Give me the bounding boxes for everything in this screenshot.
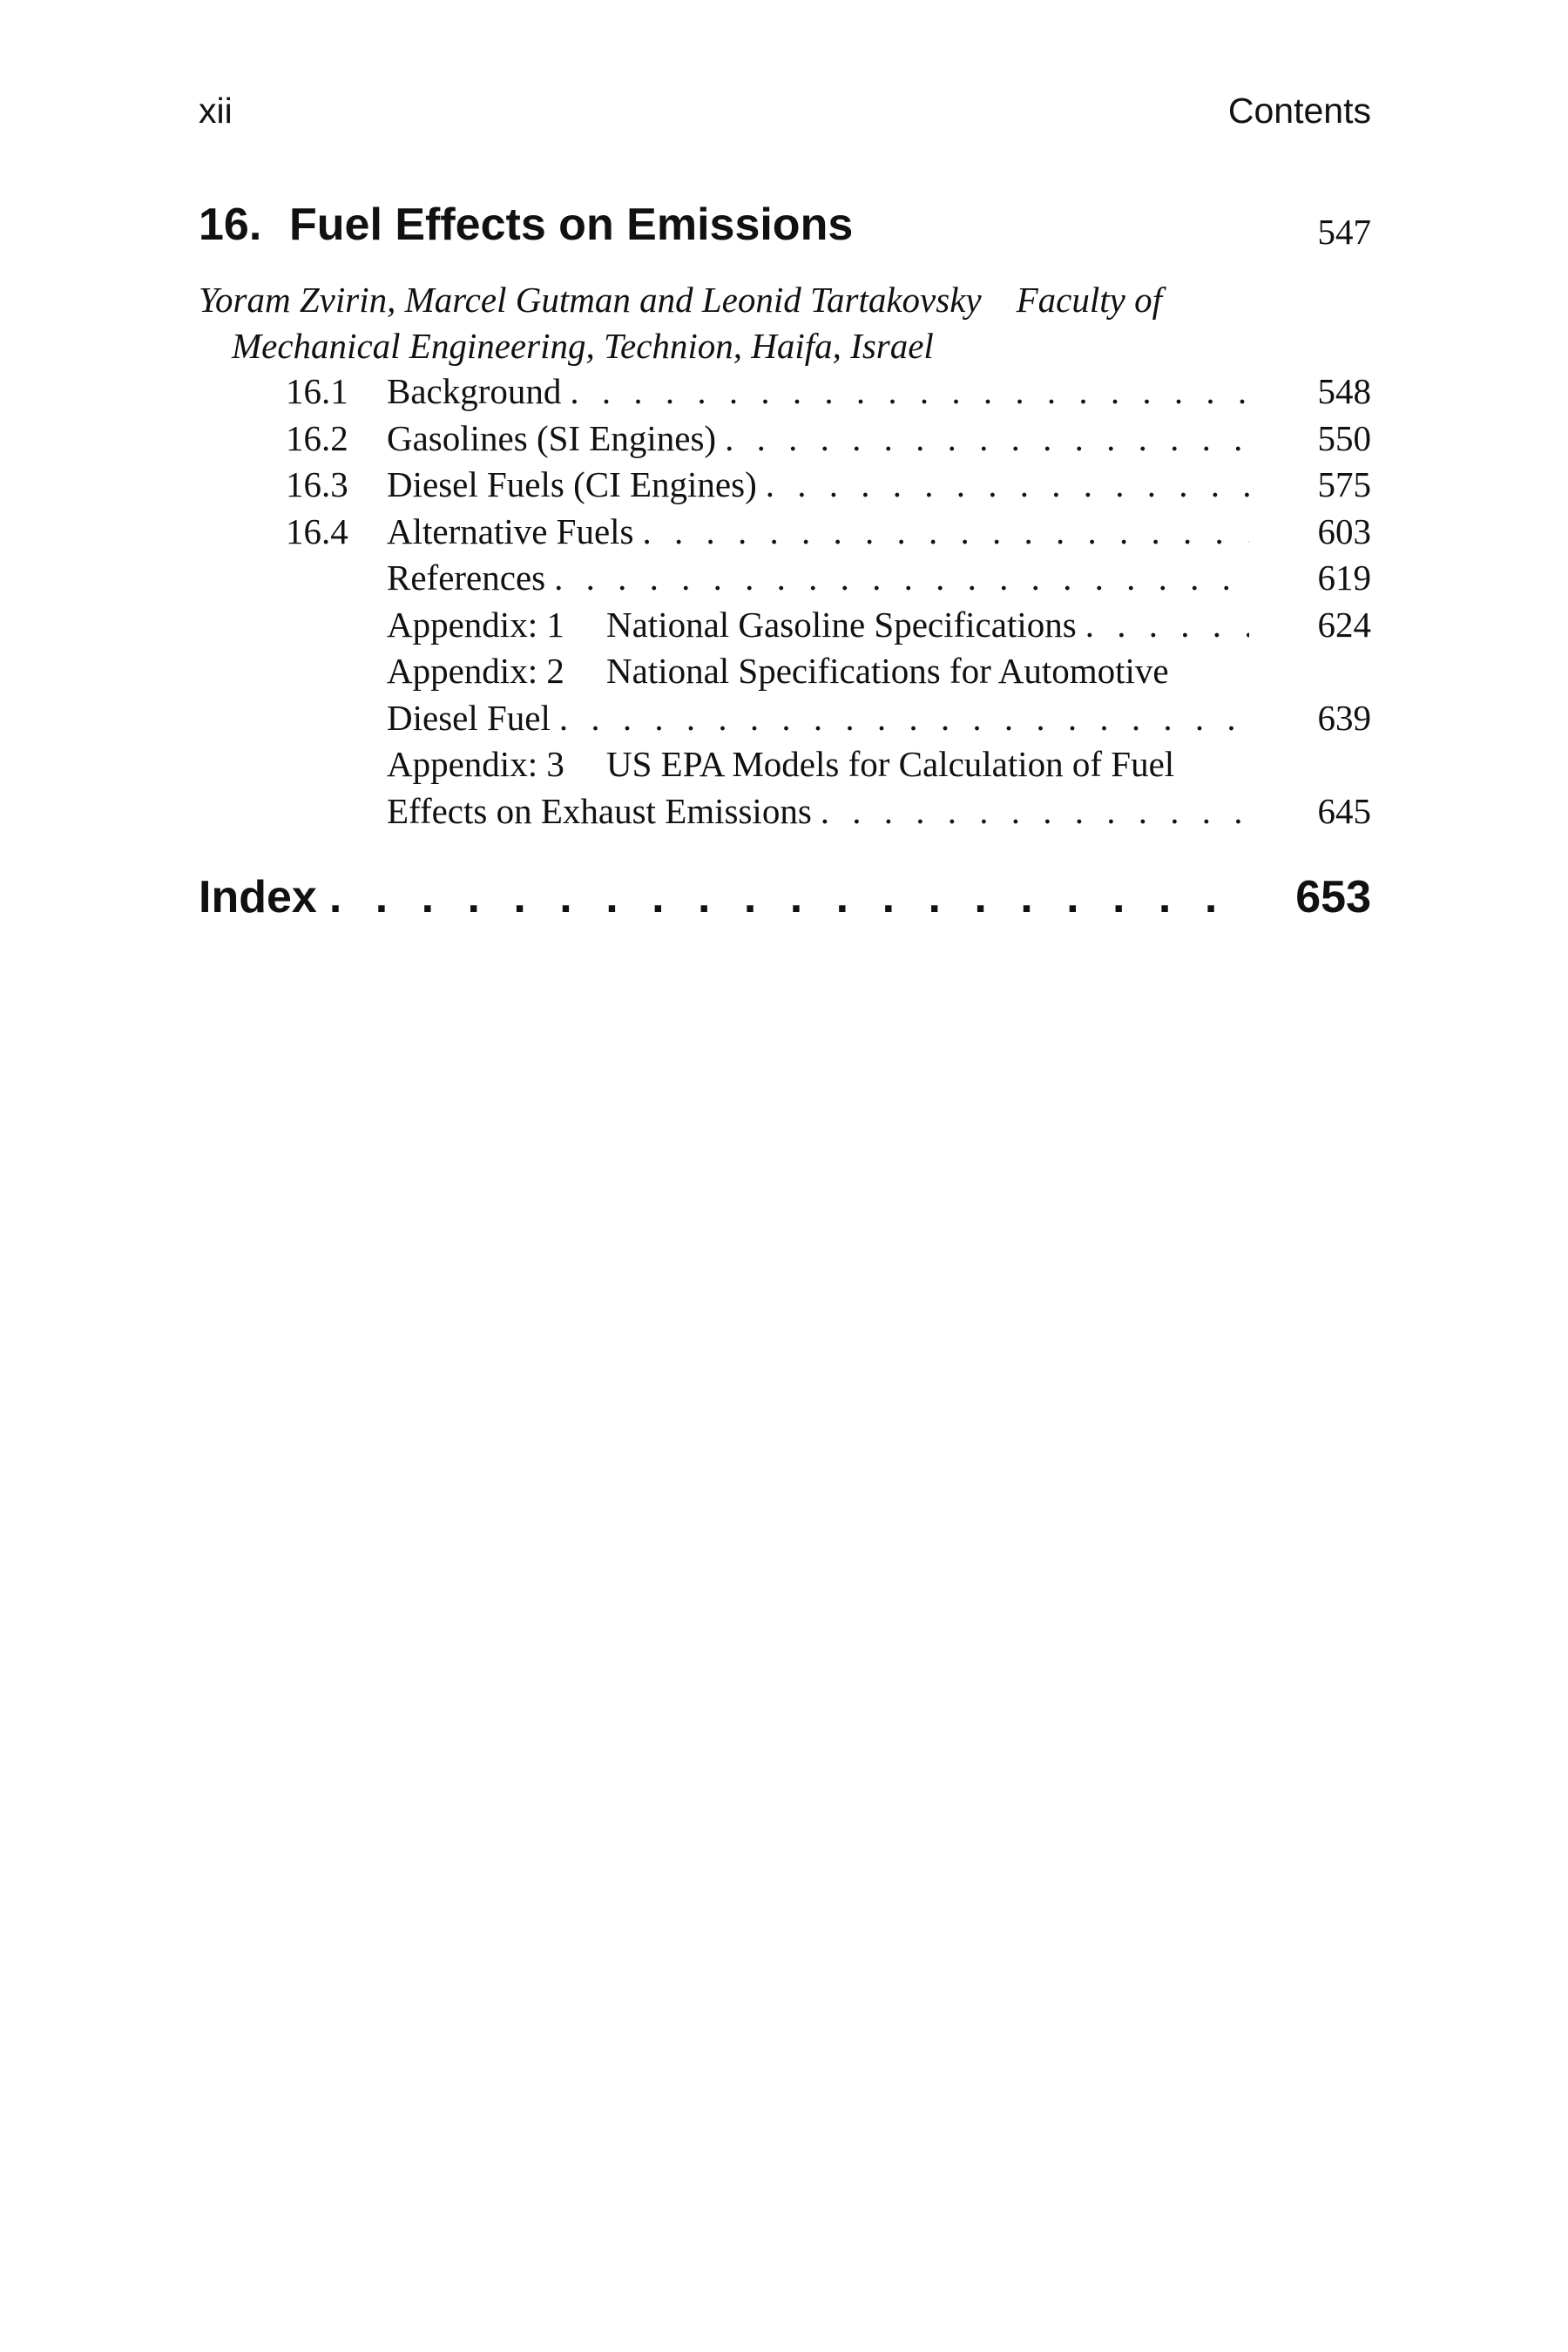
section-number: 16.1 [286, 371, 348, 411]
toc-entry-appendix[interactable] [199, 648, 1371, 695]
index-entry[interactable] [199, 871, 1371, 932]
section-number: 16.3 [286, 464, 348, 504]
index-page-number: 653 [1295, 872, 1371, 923]
appendix-label: Appendix: 3 [387, 744, 564, 784]
appendix-label: Appendix: 2 [387, 651, 564, 691]
section-number: 16.4 [286, 510, 348, 551]
references-title[interactable]: References [387, 558, 546, 598]
affiliation-start: Faculty of [1016, 280, 1162, 320]
section-title[interactable]: Gasolines (SI Engines) [387, 417, 717, 458]
section-title[interactable]: Alternative Fuels [387, 510, 634, 551]
section-page-number: 603 [1317, 510, 1371, 551]
chapter-entry[interactable] [199, 199, 1371, 260]
chapter-authors [199, 277, 1244, 369]
toc-entry-appendix[interactable] [199, 602, 1371, 649]
dot-leader [554, 555, 1249, 602]
toc-entry-appendix-continued[interactable] [199, 788, 1371, 835]
section-page-number: 548 [1317, 371, 1371, 411]
toc-entry-references[interactable] [199, 555, 1371, 602]
chapter-title[interactable]: Fuel Effects on Emissions [289, 199, 854, 250]
page-header [199, 91, 1371, 143]
appendix-title[interactable]: National Gasoline Specifications [606, 604, 1077, 645]
affiliation-continued: Mechanical Engineering, Technion, Haifa, Israel [232, 326, 934, 366]
appendix-page-number: 639 [1317, 697, 1371, 738]
appendix-title-line1[interactable]: National Specifications for Automotive [606, 651, 1169, 691]
toc-entry-appendix[interactable] [199, 741, 1371, 788]
toc-entry[interactable] [199, 368, 1371, 416]
author-names: Yoram Zvirin, Marcel Gutman and Leonid Tartakovsky [199, 280, 982, 320]
section-page-number: 575 [1317, 464, 1371, 504]
chapter-page-number: 547 [1317, 212, 1371, 252]
toc-entry[interactable] [199, 416, 1371, 463]
dot-leader [821, 788, 1249, 835]
dot-leader [766, 462, 1249, 509]
toc-entry[interactable] [199, 509, 1371, 556]
section-title[interactable]: Background [387, 371, 562, 411]
dot-leader [1085, 602, 1249, 649]
dot-leader [643, 509, 1249, 556]
appendix-title-line2[interactable]: Diesel Fuel [387, 697, 551, 738]
dot-leader [329, 871, 1249, 923]
appendix-page-number: 645 [1317, 790, 1371, 831]
section-title[interactable]: Diesel Fuels (CI Engines) [387, 464, 757, 504]
appendix-title-line1[interactable]: US EPA Models for Calculation of Fuel [606, 744, 1175, 784]
page-folio: xii [199, 91, 233, 131]
dot-leader [725, 416, 1249, 463]
index-title[interactable]: Index [199, 872, 317, 923]
dot-leader [570, 368, 1249, 416]
references-page-number: 619 [1317, 558, 1371, 598]
toc-entry-appendix-continued[interactable] [199, 695, 1371, 742]
chapter-number: 16. [199, 199, 262, 250]
appendix-label: Appendix: 1 [387, 604, 564, 645]
appendix-page-number: 624 [1317, 604, 1371, 645]
toc-entry[interactable] [199, 462, 1371, 509]
appendix-title-line2[interactable]: Effects on Exhaust Emissions [387, 790, 812, 831]
section-page-number: 550 [1317, 417, 1371, 458]
section-list [199, 368, 1371, 835]
dot-leader [559, 695, 1249, 742]
section-number: 16.2 [286, 417, 348, 458]
running-head: Contents [1227, 91, 1371, 131]
